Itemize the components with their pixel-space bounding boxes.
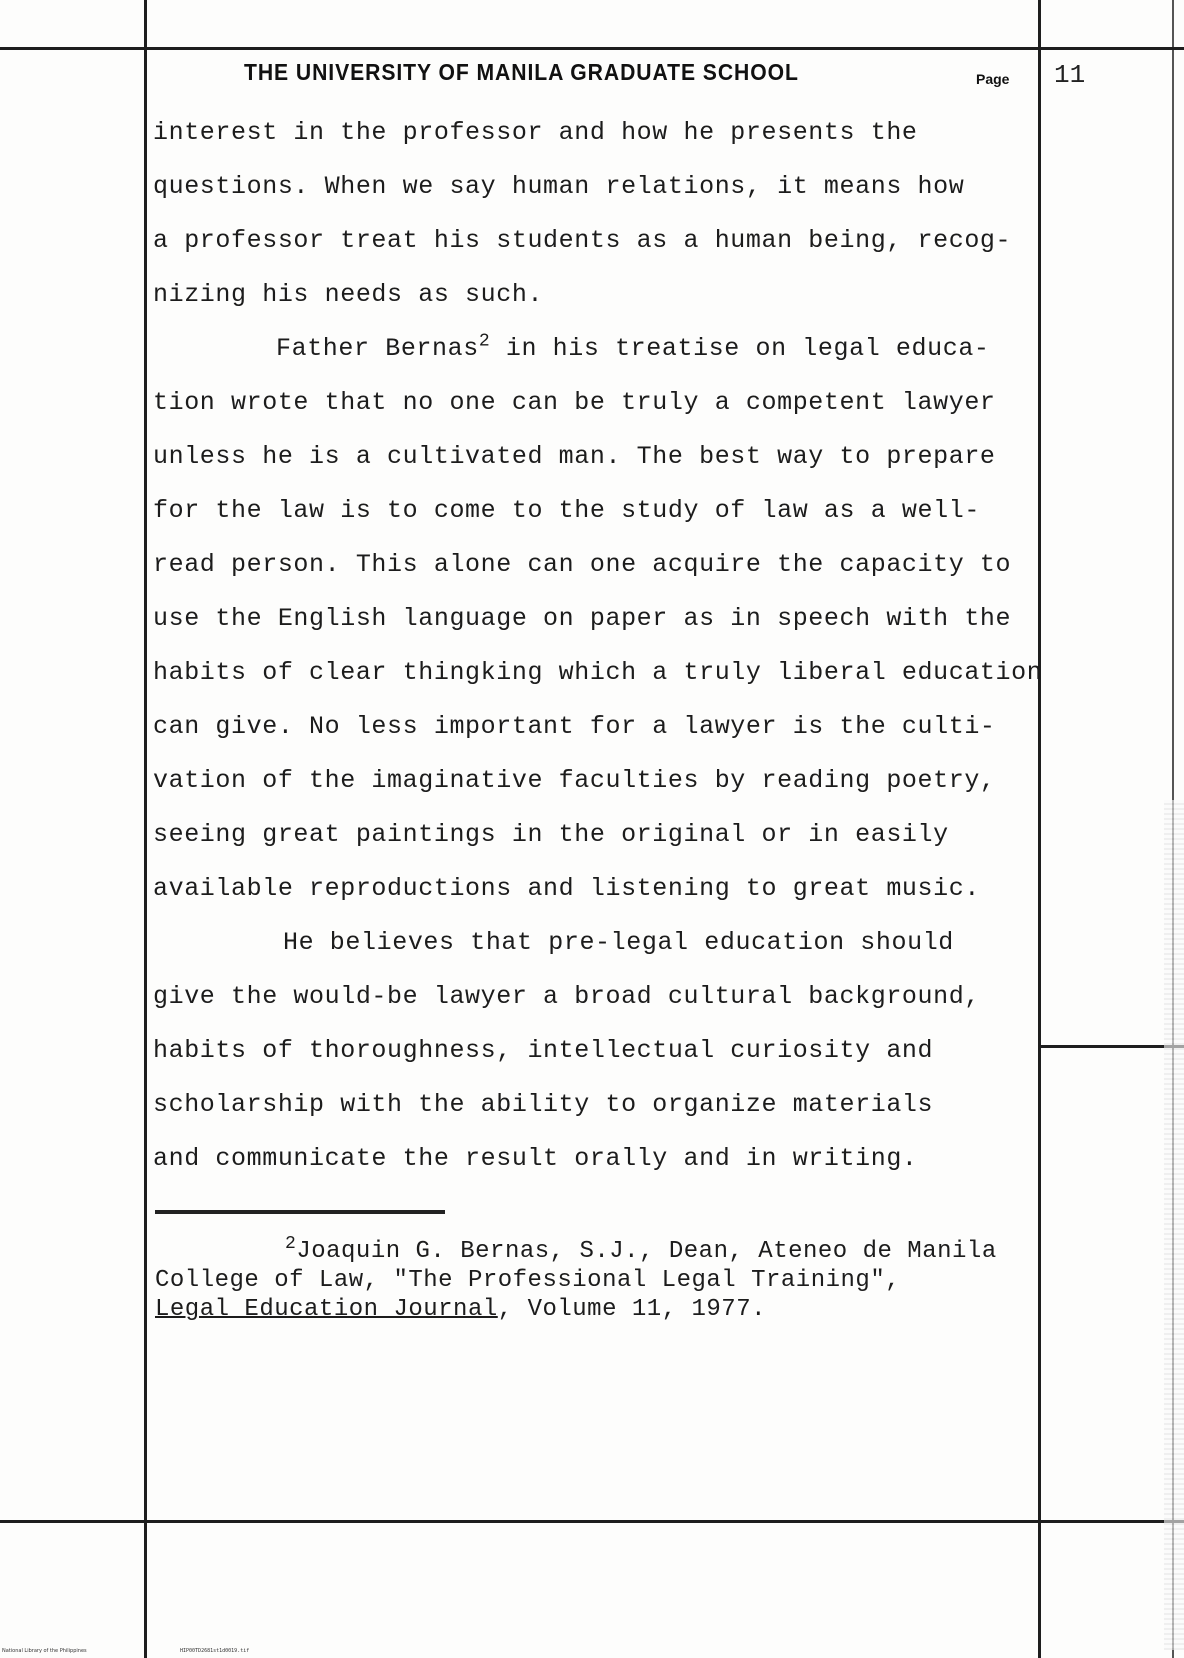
text-line: scholarship with the ability to organize materials <box>153 1090 934 1119</box>
footnote-line <box>155 1295 1055 1324</box>
body-text <box>153 106 1053 1186</box>
left-margin-rule <box>144 0 147 1658</box>
library-caption: National Library of the Philippines <box>2 1648 87 1654</box>
footnote-text: , Volume 11, 1977. <box>497 1296 767 1323</box>
text-line: and communicate the result orally and in writing. <box>153 1144 918 1173</box>
letterhead-title: THE UNIVERSITY OF MANILA GRADUATE SCHOOL <box>244 59 799 85</box>
journal-title: Legal Education Journal <box>155 1296 498 1323</box>
text-line: can give. No less important for a lawyer is the culti- <box>153 712 996 741</box>
footnote-line: College of Law, "The Professional Legal Training", <box>155 1267 901 1294</box>
text-line: habits of clear thingking which a truly liberal education <box>153 658 1043 687</box>
file-id-caption: HIP00TD2681st1d0019.tif <box>180 1648 250 1654</box>
footnote-line <box>155 1234 1055 1266</box>
text-line: available reproductions and listening to great music. <box>153 874 980 903</box>
footnote-marker: 2 <box>285 1234 297 1254</box>
footnote-text: Joaquin G. Bernas, S.J., Dean, Ateneo de Manila <box>296 1238 997 1265</box>
text-line: questions. When we say human relations, it means how <box>153 172 965 201</box>
text-line: read person. This alone can one acquire the capacity to <box>153 550 1012 579</box>
page-number: 11 <box>1054 60 1086 90</box>
text-line: for the law is to come to the study of law as a well- <box>153 496 980 525</box>
footnote-separator <box>155 1210 445 1214</box>
text-line: use the English language on paper as in speech with the <box>153 604 1012 633</box>
text-line: a professor treat his students as a human being, recog- <box>153 226 1012 255</box>
footnote <box>155 1234 1055 1324</box>
text-line: vation of the imaginative faculties by reading poetry, <box>153 766 996 795</box>
side-rule <box>1040 1045 1184 1048</box>
page-label: Page <box>976 71 1010 87</box>
text-line: interest in the professor and how he presents the <box>153 118 918 147</box>
text-line: give the would-be lawyer a broad cultural background, <box>153 982 980 1011</box>
text-line: habits of thoroughness, intellectual curiosity and <box>153 1036 934 1065</box>
footnote-ref: 2 <box>478 331 491 352</box>
text-fragment: in his treatise on legal educa- <box>490 334 990 363</box>
bottom-rule <box>0 1520 1184 1523</box>
text-line: seeing great paintings in the original or in easily <box>153 820 949 849</box>
text-line: tion wrote that no one can be truly a competent lawyer <box>153 388 996 417</box>
text-line <box>153 322 1053 376</box>
header-rule <box>0 47 1184 50</box>
text-line: nizing his needs as such. <box>153 280 544 309</box>
text-line: unless he is a cultivated man. The best way to prepare <box>153 442 996 471</box>
text-fragment: Father Bernas <box>276 334 479 363</box>
text-line: He believes that pre-legal education should <box>283 928 954 957</box>
scan-edge-noise <box>1164 800 1184 1650</box>
